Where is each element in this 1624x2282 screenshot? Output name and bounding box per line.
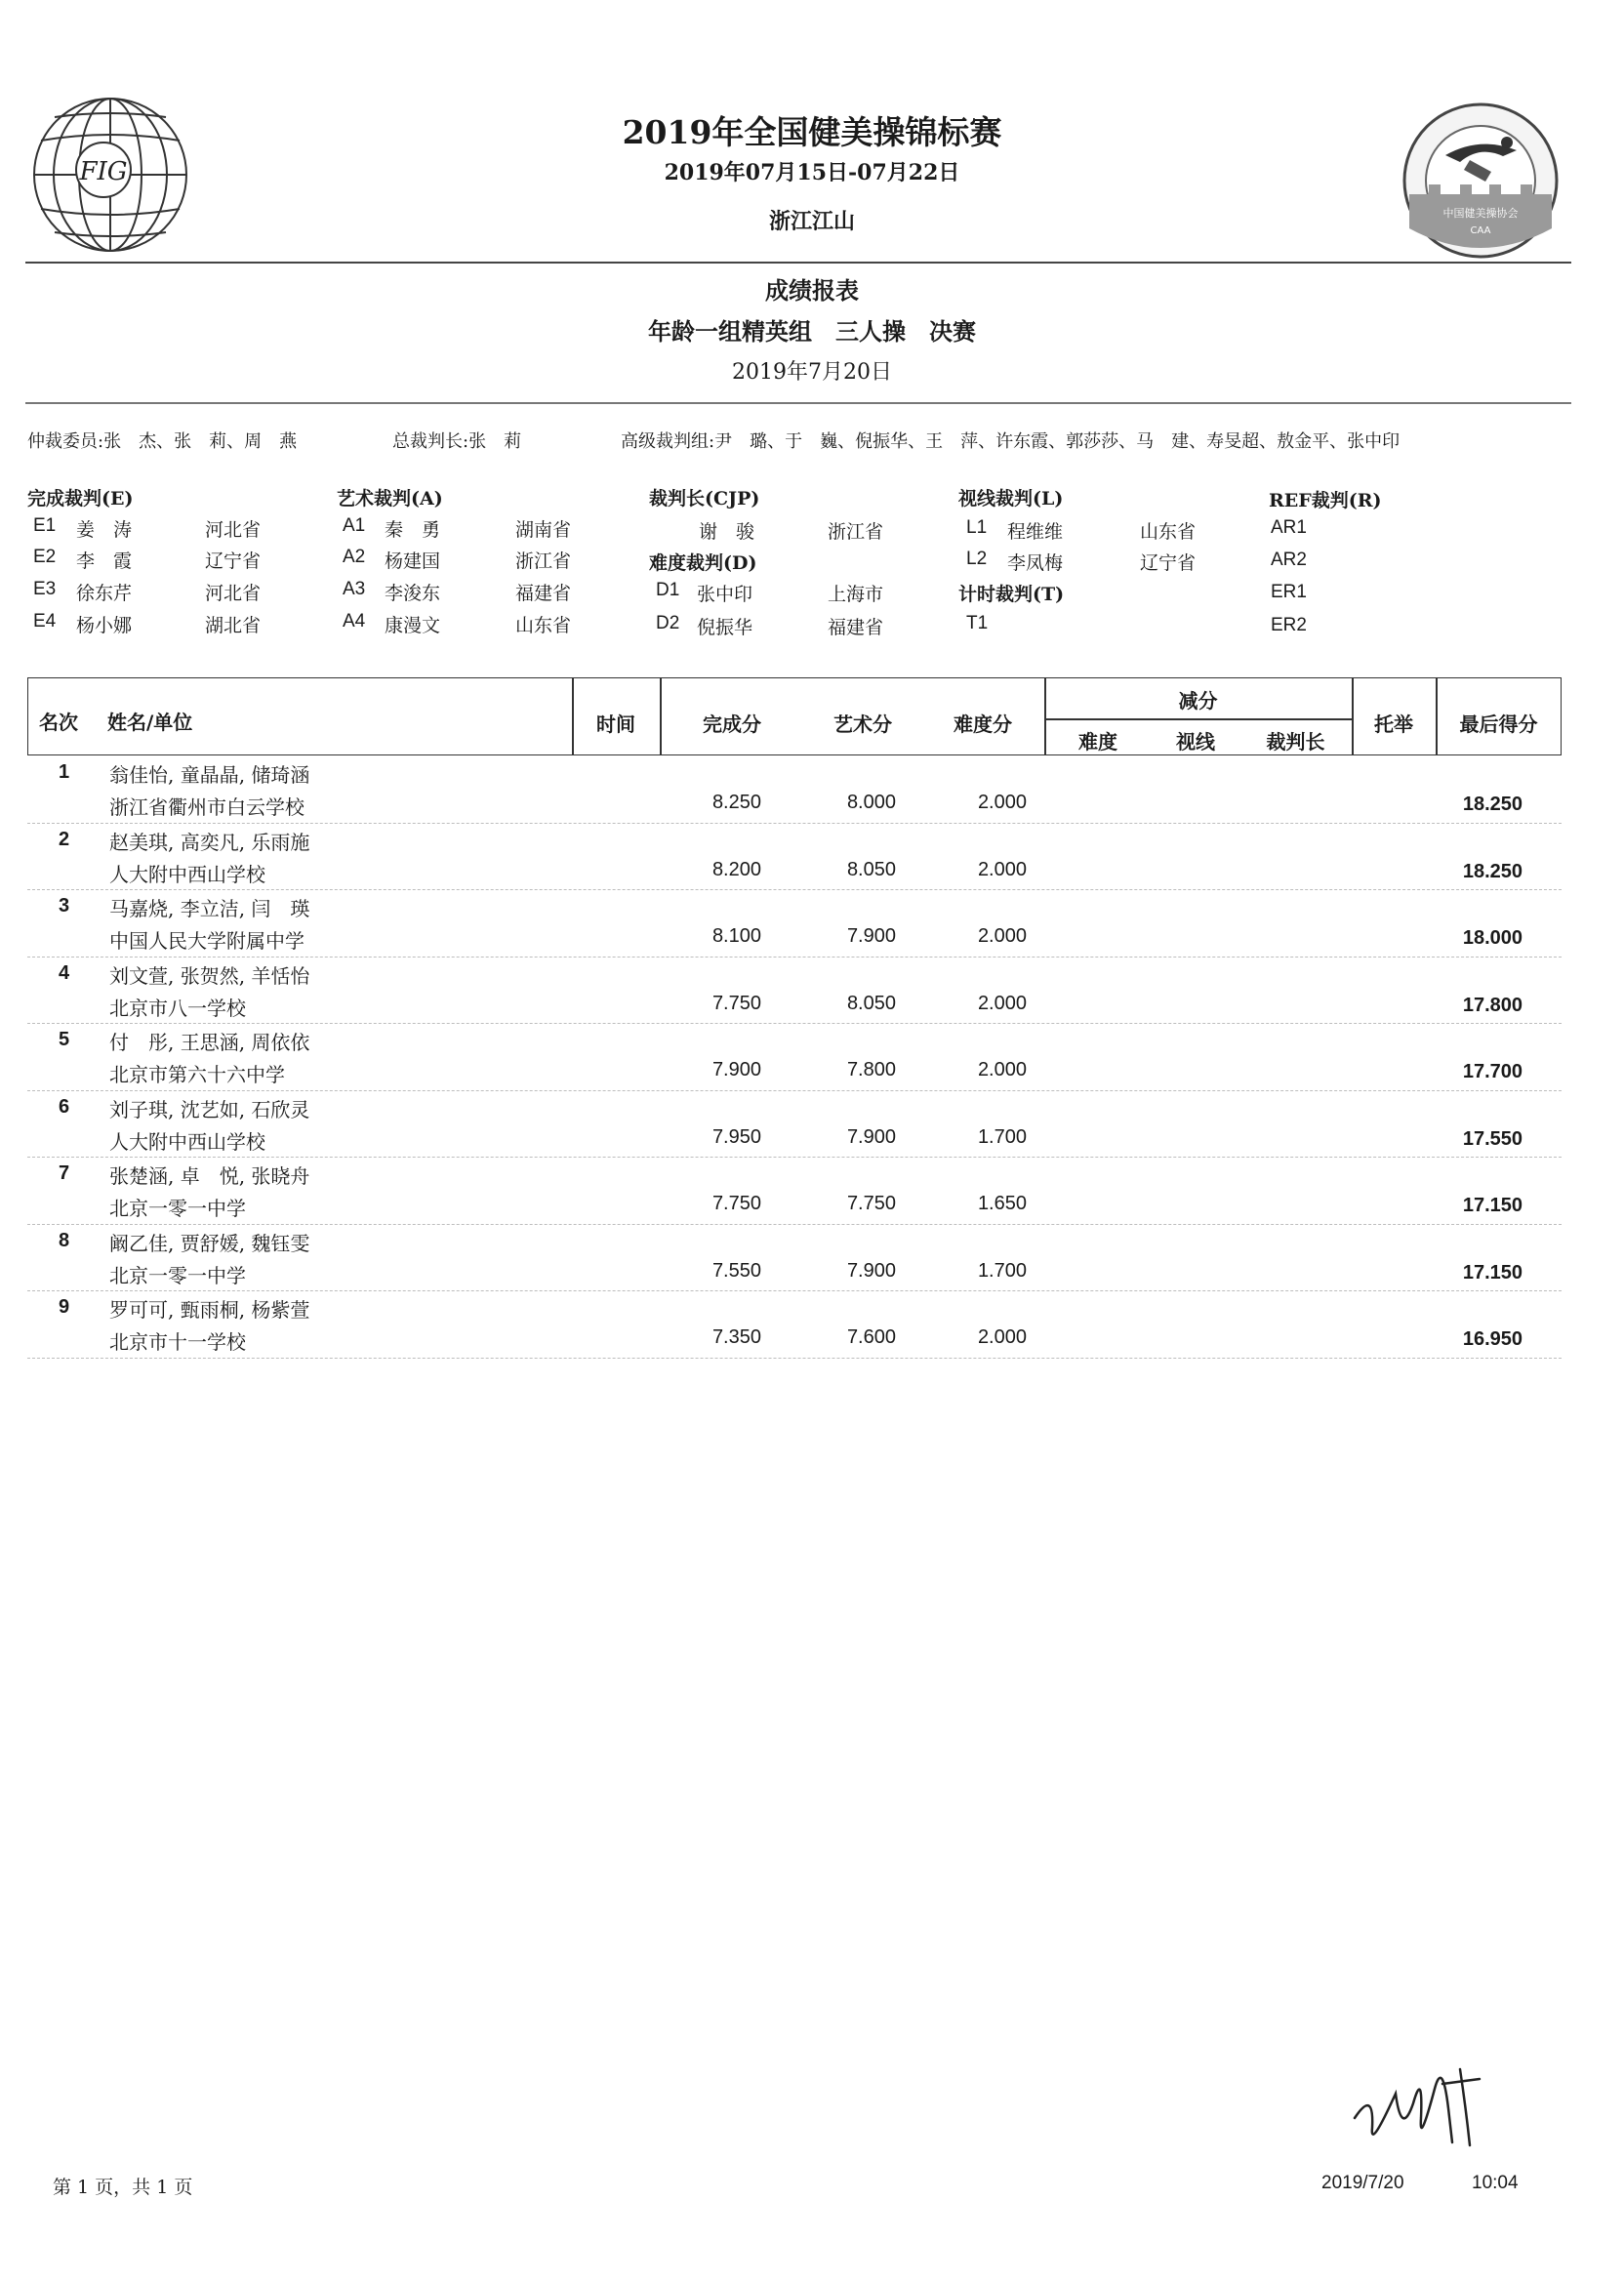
exec-judge-code: E4 [33, 611, 57, 632]
athlete-names: 刘子琪, 沈艺如, 石欣灵 [109, 1097, 310, 1121]
exec-score: 7.750 [711, 1193, 761, 1214]
art-judge-province: 湖南省 [515, 519, 572, 541]
art-judge-province: 福建省 [515, 583, 572, 604]
cjp-province: 浙江省 [828, 521, 884, 543]
row-divider [27, 957, 1562, 958]
final-score: 17.150 [1462, 1195, 1522, 1216]
diff-score: 2.000 [977, 858, 1027, 880]
report-category: 年龄一组精英组 三人操 决赛 [648, 317, 976, 346]
rank-cell: 2 [59, 828, 70, 850]
signature [1345, 2050, 1491, 2161]
senior-line [621, 428, 1400, 453]
final-score: 17.800 [1462, 994, 1522, 1016]
athlete-unit: 人大附中西山学校 [109, 1129, 265, 1154]
row-divider [27, 1290, 1562, 1291]
col-name: 姓名/单位 [107, 711, 193, 734]
exec-judge-province: 湖北省 [205, 615, 262, 636]
diff-score: 2.000 [977, 1326, 1027, 1348]
svg-text:CAA: CAA [1470, 225, 1491, 236]
exec-judge-name: 李 霞 [76, 550, 133, 572]
final-score: 18.250 [1462, 794, 1522, 815]
exec-judge-code: E3 [33, 579, 57, 599]
art-judges-heading: 艺术裁判(A) [337, 488, 443, 509]
col-deduct: 减分 [1178, 689, 1218, 713]
athlete-names: 罗可可, 甄雨桐, 杨紫萱 [109, 1298, 310, 1322]
row-divider [27, 823, 1562, 824]
ref-judge-code: AR1 [1271, 517, 1307, 538]
art-score: 7.900 [846, 1259, 896, 1282]
svg-text:中国健美操协会: 中国健美操协会 [1442, 207, 1519, 220]
row-divider [27, 1023, 1562, 1024]
diff-judges-heading: 难度裁判(D) [649, 552, 757, 574]
col-diff: 难度分 [954, 713, 1012, 736]
rank-cell: 5 [59, 1029, 70, 1050]
col-deduct-cjp: 裁判长 [1266, 730, 1325, 754]
line-judge-name: 李凤梅 [1007, 552, 1064, 574]
art-judge-code: A1 [343, 515, 366, 536]
exec-judge-code: E1 [33, 515, 57, 536]
art-score: 7.600 [846, 1326, 896, 1348]
line-judge-name: 程维维 [1007, 521, 1064, 543]
final-score: 16.950 [1462, 1328, 1522, 1350]
col-deduct-diff: 难度 [1078, 730, 1117, 754]
art-judge-name: 康漫文 [385, 615, 441, 636]
row-divider [27, 1358, 1562, 1359]
line-judge-code: L2 [966, 549, 988, 569]
col-deduct-line: 视线 [1176, 730, 1215, 754]
exec-score: 7.550 [711, 1259, 761, 1282]
line-judges-heading: 视线裁判(L) [958, 488, 1064, 509]
diff-score: 2.000 [977, 992, 1027, 1014]
exec-score: 7.950 [711, 1125, 761, 1148]
exec-score: 7.750 [711, 992, 761, 1014]
exec-judge-name: 徐东芹 [76, 583, 133, 604]
cjp-heading: 裁判长(CJP) [649, 488, 760, 509]
exec-judge-code: E2 [33, 547, 57, 567]
rank-cell: 6 [59, 1095, 70, 1118]
jury-names: 张 杰、张 莉、周 燕 [103, 431, 298, 452]
diff-score: 2.000 [977, 925, 1027, 947]
event-dates: 2019年07月15日-07月22日 [664, 160, 960, 185]
exec-judge-name: 杨小娜 [76, 615, 133, 636]
svg-text:FIG: FIG [79, 157, 128, 186]
time-judge-code: T1 [966, 613, 989, 633]
art-judge-province: 山东省 [515, 615, 572, 636]
art-score: 7.750 [846, 1193, 896, 1214]
final-score: 17.550 [1462, 1127, 1522, 1150]
athlete-names: 刘文萱, 张贺然, 羊恬怡 [109, 963, 310, 988]
athlete-names: 赵美琪, 高奕凡, 乐雨施 [109, 830, 310, 854]
athlete-unit: 北京一零一中学 [109, 1263, 246, 1287]
rank-cell: 1 [59, 761, 70, 783]
athlete-names: 阚乙佳, 贾舒媛, 魏钰雯 [109, 1231, 310, 1255]
chief-name: 张 莉 [468, 431, 522, 452]
rank-cell: 4 [59, 961, 70, 984]
event-location: 浙江江山 [768, 209, 855, 234]
final-score: 17.150 [1462, 1261, 1522, 1284]
art-judge-name: 杨建国 [385, 550, 441, 572]
time-judges-heading: 计时裁判(T) [958, 584, 1065, 605]
exec-score: 7.900 [711, 1059, 761, 1080]
exec-score: 8.200 [711, 858, 761, 880]
athlete-unit: 北京市第六十六中学 [109, 1063, 285, 1086]
line-judge-province: 山东省 [1140, 521, 1197, 543]
diff-judge-name: 张中印 [697, 584, 753, 605]
ref-judge-code: AR2 [1271, 550, 1307, 570]
subheader-divider [25, 402, 1571, 404]
athlete-names: 付 彤, 王思涵, 周依依 [109, 1031, 310, 1054]
col-art: 艺术分 [833, 713, 892, 736]
athlete-unit: 北京一零一中学 [109, 1197, 246, 1220]
rank-cell: 9 [59, 1296, 70, 1318]
art-score: 8.050 [846, 992, 896, 1014]
col-time: 时间 [596, 713, 635, 736]
art-score: 7.800 [846, 1059, 896, 1080]
exec-judge-province: 辽宁省 [205, 550, 262, 572]
line-judge-province: 辽宁省 [1140, 552, 1197, 574]
art-judge-code: A4 [343, 611, 366, 632]
rank-cell: 3 [59, 895, 70, 917]
art-judge-code: A2 [343, 547, 366, 567]
cjp-name: 谢 骏 [699, 521, 755, 543]
diff-score: 2.000 [977, 1059, 1027, 1080]
diff-score: 1.700 [977, 1259, 1027, 1282]
header-divider [25, 262, 1571, 264]
page-number: 第 1 页，共 1 页 [53, 2177, 193, 2198]
jury-label: 仲裁委员: [27, 431, 104, 452]
exec-judges-heading: 完成裁判(E) [27, 488, 134, 509]
athlete-unit: 北京市八一学校 [109, 996, 246, 1020]
athlete-unit: 人大附中西山学校 [109, 862, 265, 886]
ref-judge-code: ER1 [1271, 582, 1307, 602]
diff-score: 2.000 [977, 792, 1027, 813]
final-score: 18.250 [1462, 860, 1522, 882]
report-title: 成绩报表 [765, 276, 859, 305]
athlete-names: 翁佳怡, 童晶晶, 储琦涵 [109, 763, 310, 787]
diff-score: 1.650 [977, 1193, 1027, 1214]
line-judge-code: L1 [966, 517, 988, 538]
art-score: 8.050 [846, 858, 896, 880]
row-divider [27, 889, 1562, 890]
art-judge-name: 李浚东 [385, 583, 441, 604]
caa-logo [1401, 102, 1560, 260]
diff-judge-province: 福建省 [828, 617, 884, 638]
report-date: 2019年7月20日 [732, 360, 892, 385]
print-time: 10:04 [1472, 2173, 1519, 2193]
diff-judge-name: 倪振华 [697, 617, 753, 638]
athlete-unit: 中国人民大学附属中学 [109, 929, 304, 953]
art-score: 7.900 [846, 1125, 896, 1148]
row-divider [27, 1090, 1562, 1091]
jury-line [27, 428, 297, 453]
diff-score: 1.700 [977, 1125, 1027, 1148]
art-judge-name: 秦 勇 [385, 519, 441, 541]
art-judge-code: A3 [343, 579, 366, 599]
exec-score: 8.250 [711, 792, 761, 813]
rank-cell: 7 [59, 1162, 70, 1184]
senior-label: 高级裁判组: [621, 431, 715, 452]
chief-line [392, 428, 521, 453]
print-date: 2019/7/20 [1321, 2173, 1404, 2193]
diff-judge-code: D1 [656, 580, 680, 600]
athlete-unit: 北京市十一学校 [109, 1330, 246, 1354]
diff-judge-code: D2 [656, 613, 680, 633]
athlete-names: 张楚涵, 卓 悦, 张晓舟 [109, 1164, 310, 1188]
athlete-unit: 浙江省衢州市白云学校 [109, 795, 304, 819]
exec-score: 8.100 [711, 925, 761, 947]
col-lift: 托举 [1374, 713, 1413, 736]
col-final: 最后得分 [1459, 713, 1538, 736]
athlete-names: 马嘉烧, 李立洁, 闫 瑛 [109, 897, 310, 920]
final-score: 18.000 [1462, 927, 1522, 949]
row-divider [27, 1224, 1562, 1225]
chief-label: 总裁判长: [392, 431, 469, 452]
diff-judge-province: 上海市 [828, 584, 884, 605]
final-score: 17.700 [1462, 1061, 1522, 1082]
art-judge-province: 浙江省 [515, 550, 572, 572]
ref-judge-code: ER2 [1271, 615, 1307, 635]
senior-names: 尹 璐、于 巍、倪振华、王 萍、许东霞、郭莎莎、马 建、寿旻超、敖金平、张中印 [714, 431, 1401, 452]
exec-judge-name: 姜 涛 [76, 519, 133, 541]
exec-judge-province: 河北省 [205, 583, 262, 604]
art-score: 8.000 [846, 792, 896, 813]
ref-judges-heading: REF裁判(R) [1269, 490, 1382, 511]
row-divider [27, 1157, 1562, 1158]
exec-score: 7.350 [711, 1326, 761, 1348]
col-exec: 完成分 [703, 713, 761, 736]
rank-cell: 8 [59, 1229, 70, 1251]
exec-judge-province: 河北省 [205, 519, 262, 541]
page-title: 2019年全国健美操锦标赛 [622, 113, 1002, 151]
art-score: 7.900 [846, 925, 896, 947]
col-rank: 名次 [39, 711, 78, 734]
